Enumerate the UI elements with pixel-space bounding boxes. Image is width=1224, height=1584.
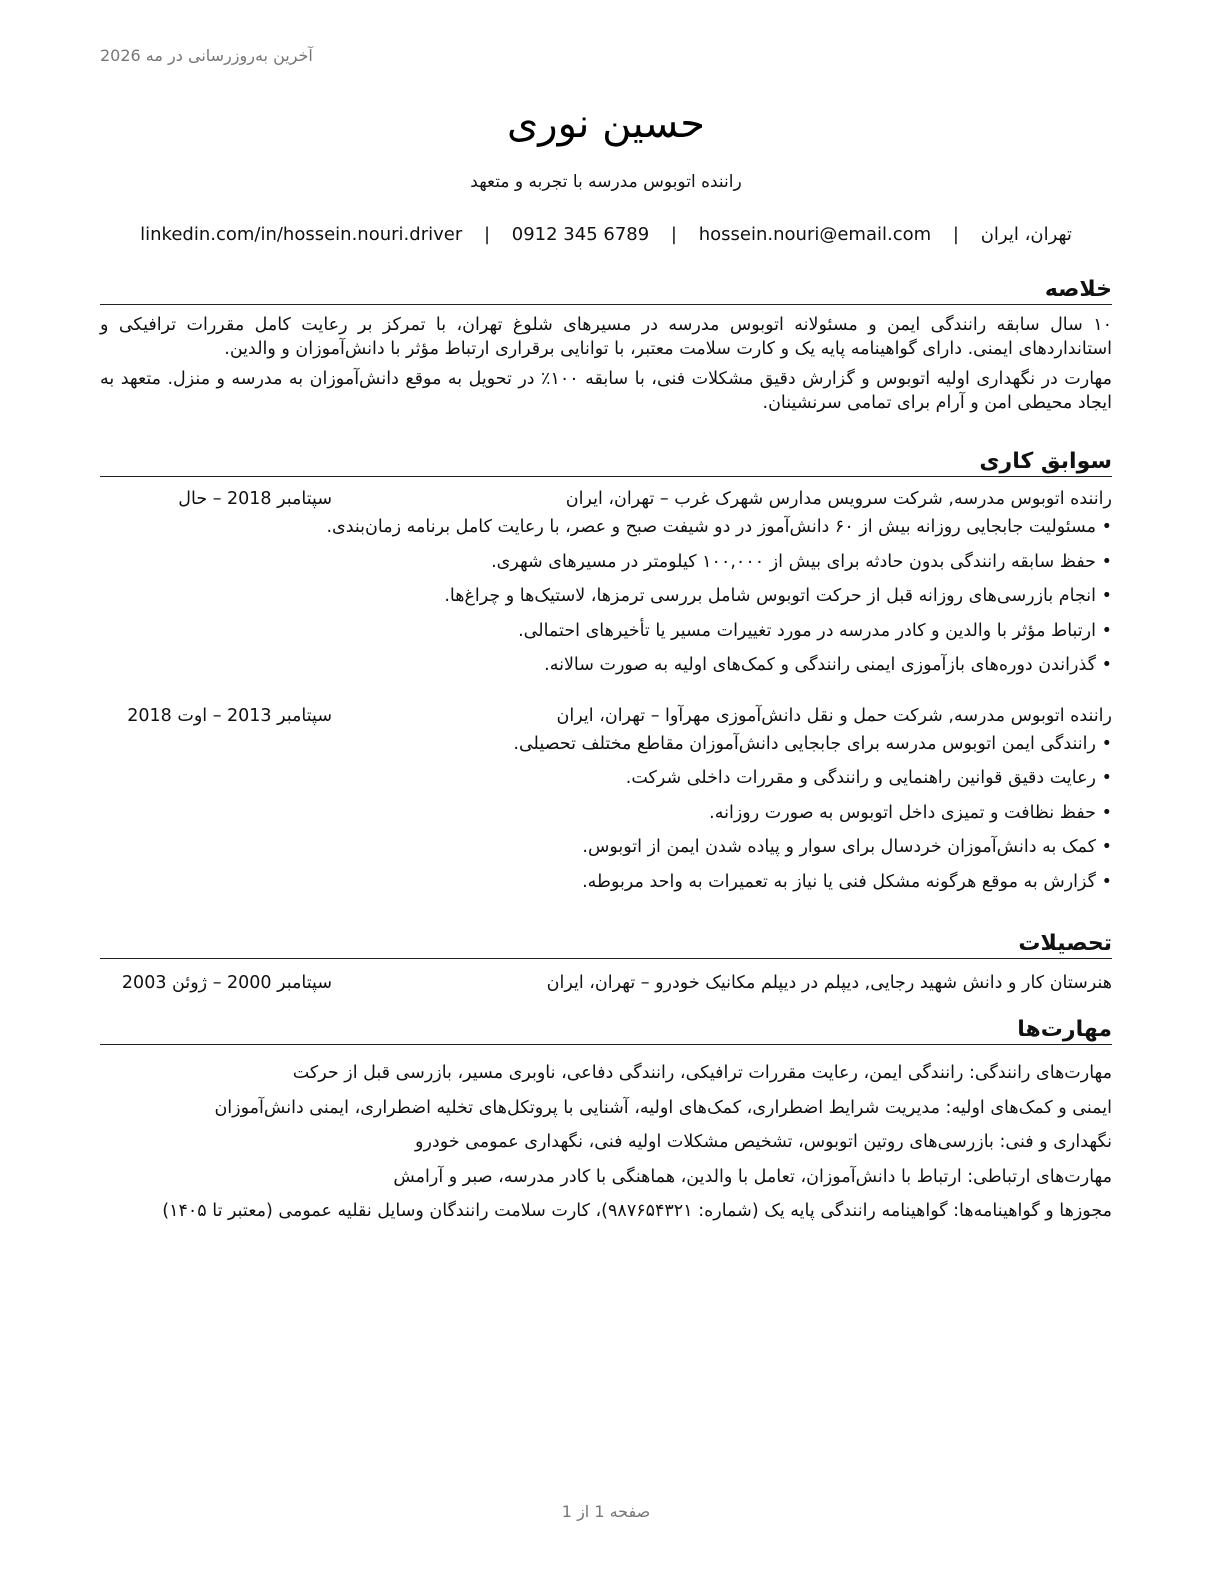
list-item: •مسئولیت جابجایی روزانه بیش از ۶۰ دانش‌آموز در دو شیفت صبح و عصر، با رعایت کامل برنامه زمان‌بندی.	[326, 517, 1112, 537]
skill-line: مجوزها و گواهینامه‌ها: گواهینامه رانندگی پایه یک (شماره: ۹۸۷۶۵۴۳۲۱)، کارت سلامت رانندگان وسایل نقلیه عمومی (معتبر تا ۱۴۰۵)	[162, 1201, 1112, 1221]
job-dates: سپتامبر 2013 – اوت 2018	[127, 705, 332, 726]
list-item: •حفظ سابقه رانندگی بدون حادثه برای بیش از ۱۰۰,۰۰۰ کیلومتر در مسیرهای شهری.	[491, 551, 1112, 572]
contact-email[interactable]: hossein.nouri@email.com	[698, 224, 932, 245]
skill-line: مهارت‌های ارتباطی: ارتباط با دانش‌آموزان، تعامل با والدین، هماهنگی با کادر مدرسه، صبر و آرامش	[393, 1166, 1112, 1187]
candidate-tagline: راننده اتوبوس مدرسه با تجربه و متعهد	[470, 172, 742, 192]
list-item: •ارتباط مؤثر با والدین و کادر مدرسه در مورد تغییرات مسیر یا تأخیرهای احتمالی.	[518, 620, 1112, 641]
contact-separator: |	[670, 224, 677, 245]
job-bullets	[100, 732, 1112, 905]
experience-title: سوابق کاری	[100, 448, 1112, 477]
job-entry	[100, 489, 1112, 688]
contact-line	[100, 224, 1112, 245]
education-title: تحصیلات	[100, 930, 1112, 959]
list-item: •کمک به دانش‌آموزان خردسال برای سوار و پیاده شدن ایمن از اتوبوس.	[582, 837, 1112, 857]
contact-phone[interactable]: 0912 345 6789	[511, 224, 650, 245]
contact-location: تهران، ایران	[980, 224, 1072, 245]
list-item: •گذراندن دوره‌های بازآموزی ایمنی رانندگی و کمک‌های اولیه به صورت سالانه.	[544, 655, 1112, 675]
skills-section	[100, 1016, 1112, 1234]
education-entry	[100, 973, 1112, 1003]
contact-linkedin[interactable]: linkedin.com/in/hossein.nouri.driver	[140, 224, 463, 245]
contact-separator: |	[952, 224, 959, 245]
list-item: •رعایت دقیق قوانین راهنمایی و رانندگی و مقررات داخلی شرکت.	[625, 768, 1112, 788]
experience-section	[100, 448, 1112, 904]
education-section	[100, 930, 1112, 1003]
job-bullets	[100, 515, 1112, 688]
summary-section	[100, 276, 1112, 415]
contact-separator: |	[483, 224, 491, 245]
job-role: راننده اتوبوس مدرسه, شرکت حمل و نقل دانش‌آموزی مهرآوا – تهران، ایران	[556, 705, 1112, 726]
list-item: •حفظ نظافت و تمیزی داخل اتوبوس به صورت روزانه.	[709, 802, 1112, 823]
education-text: هنرستان کار و دانش شهید رجایی, دیپلم در دیپلم مکانیک خودرو – تهران، ایران	[546, 973, 1112, 993]
job-role: راننده اتوبوس مدرسه, شرکت سرویس مدارس شهرک غرب – تهران، ایران	[565, 489, 1112, 509]
skill-line: نگهداری و فنی: بازرسی‌های روتین اتوبوس، تشخیص مشکلات اولیه فنی، نگهداری عمومی خودرو	[415, 1132, 1112, 1152]
page-number: صفحه 1 از 1	[561, 1502, 651, 1521]
skill-line: مهارت‌های رانندگی: رانندگی ایمن، رعایت مقررات ترافیکی، رانندگی دفاعی، ناوبری مسیر، بازرسی قبل از حرکت	[292, 1063, 1112, 1083]
skills-title: مهارت‌ها	[100, 1016, 1112, 1045]
list-item: •رانندگی ایمن اتوبوس مدرسه برای جابجایی دانش‌آموزان مقاطع مختلف تحصیلی.	[513, 733, 1112, 754]
summary-title: خلاصه	[100, 276, 1112, 305]
candidate-name: حسین نوری	[506, 101, 706, 147]
job-entry	[100, 706, 1112, 905]
job-dates: سپتامبر 2018 – حال	[178, 489, 332, 509]
skill-line: ایمنی و کمک‌های اولیه: مدیریت شرایط اضطراری، کمک‌های اولیه، آشنایی با پروتکل‌های تخلیه اضطراری، ایمنی دانش‌آموزان	[214, 1097, 1112, 1118]
list-item: •گزارش به موقع هرگونه مشکل فنی یا نیاز به تعمیرات به واحد مربوطه.	[582, 871, 1112, 892]
summary-paragraph: مهارت در نگهداری اولیه اتوبوس و گزارش دقیق مشکلات فنی، با سابقه ۱۰۰٪ در تحویل به موقع دانش‌آموزان به مدرسه و منزل. متعهد به ایجاد محیطی امن و آرام برای تمامی سرنشینان.	[100, 369, 1112, 413]
last-updated: آخرین به‌روزرسانی در مه 2026	[100, 46, 313, 65]
resume-page	[100, 0, 1112, 1584]
summary-paragraph: ۱۰ سال سابقه رانندگی ایمن و مسئولانه اتوبوس مدرسه در مسیرهای شلوغ تهران، با تمرکز بر رعایت کامل مقررات ترافیکی و استانداردهای ایمنی. دارای گواهینامه پایه یک و کارت سلامت معتبر، با توانایی برقراری ارتباط مؤثر با دانش‌آموزان و والدین.	[100, 315, 1112, 359]
education-dates: سپتامبر 2000 – ژوئن 2003	[121, 973, 332, 993]
list-item: •انجام بازرسی‌های روزانه قبل از حرکت اتوبوس شامل بررسی ترمزها، لاستیک‌ها و چراغ‌ها.	[444, 586, 1112, 606]
